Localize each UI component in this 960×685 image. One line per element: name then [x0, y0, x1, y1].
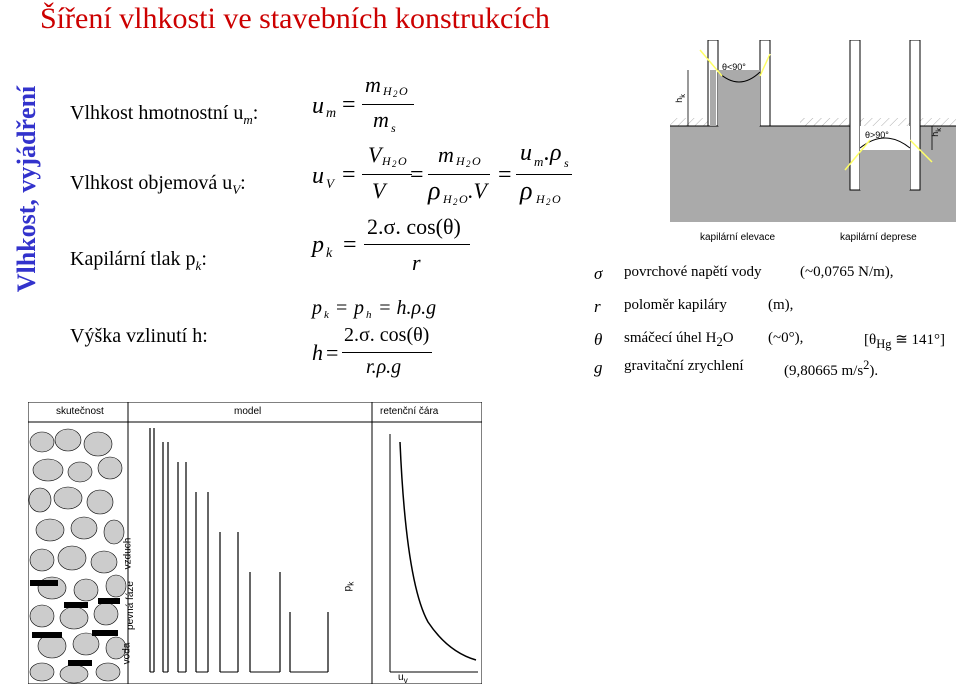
legend-r: r poloměr kapiláry (m), — [594, 297, 794, 316]
label-rise-height: Výška vzlinutí h: — [70, 325, 208, 347]
label-capillary-pressure: Kapilární tlak $p_k$: — [70, 248, 207, 273]
header-model: model — [234, 406, 262, 417]
y-axis-label: $p_k$ — [342, 581, 356, 592]
phase-air-label: vzduch — [122, 537, 134, 570]
phase-water-label: voda — [121, 642, 133, 665]
side-title: Vlhkost, vyjádření — [12, 85, 41, 293]
capillary-diagram — [670, 40, 956, 250]
elevation-label: kapilární elevace — [700, 232, 776, 243]
legend-g: g gravitační zrychlení (9,80665 $m/s^2$). — [594, 358, 879, 379]
phase-solid-label: pevná fáze — [124, 581, 136, 630]
angle-low-label: θ<90° — [722, 62, 746, 72]
bottom-diagram — [28, 402, 482, 684]
header-retention: retenční čára — [380, 406, 439, 417]
page-title: Šíření vlhkosti ve stavebních konstrukcích — [40, 2, 550, 35]
legend-sigma: σ povrchové napětí vody (~0,0765 N/m), — [594, 264, 894, 283]
x-axis-label: $u_v$ — [398, 672, 408, 685]
angle-high-label: θ>90° — [865, 130, 889, 140]
hk-right-label: $h_k$ — [929, 128, 943, 137]
header-reality: skutečnost — [56, 406, 104, 417]
legend-theta: θ smáčecí úhel $H_2O$ (~0°), [$\theta_{Hg}$ ≅ 141°] — [594, 330, 946, 351]
depression-label: kapilární deprese — [840, 232, 917, 243]
label-mass-moisture: Vlhkost hmotnostní $u_m$: — [70, 102, 259, 127]
hk-left-label: $h_k$ — [673, 94, 687, 103]
label-volume-moisture: Vlhkost objemová $u_V$: — [70, 172, 246, 197]
